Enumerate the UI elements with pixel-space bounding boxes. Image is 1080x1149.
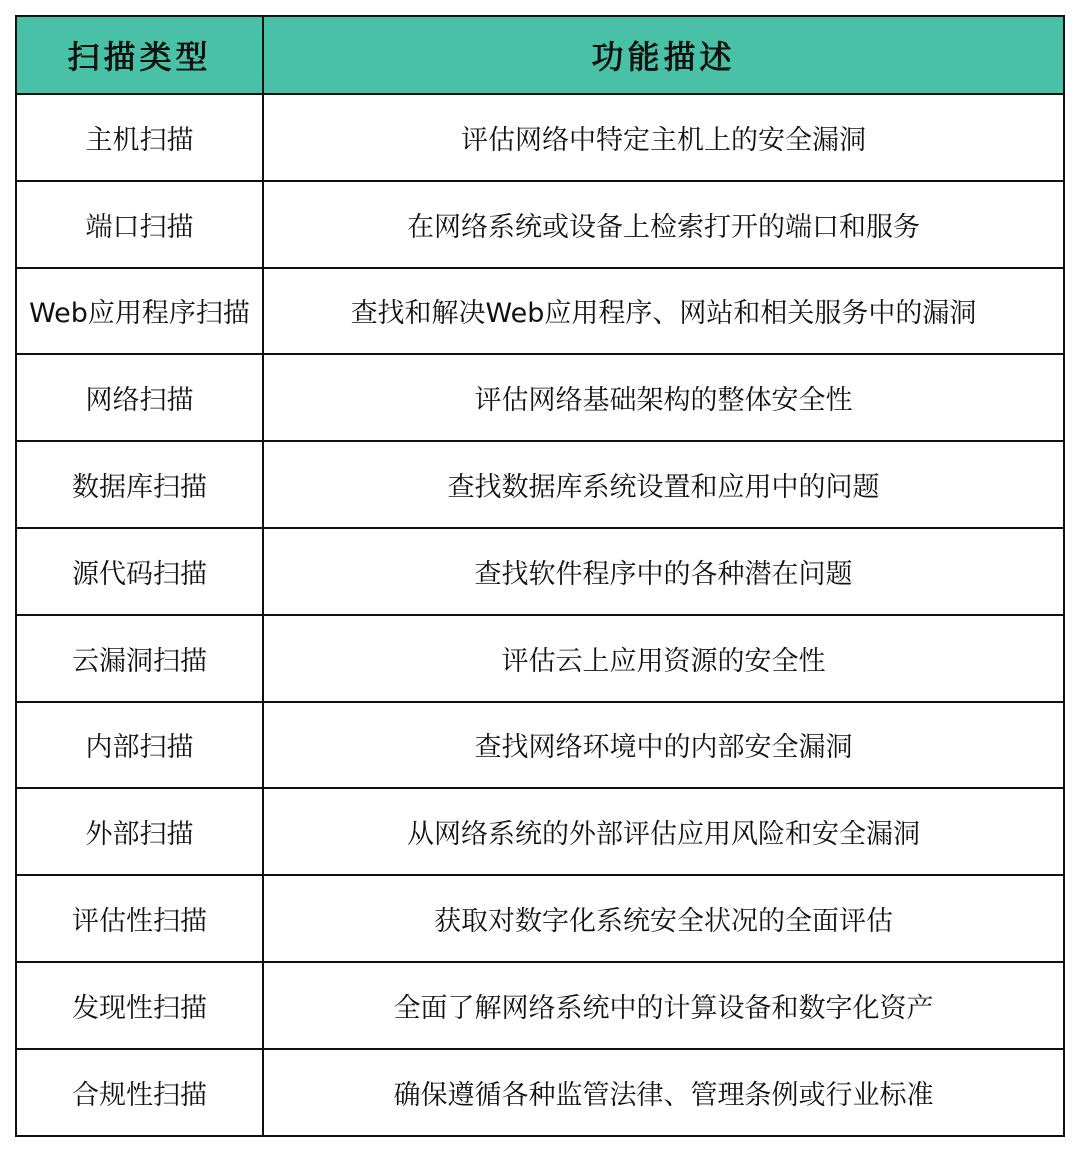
table-row	[16, 788, 1064, 875]
description-cell: 查找网络环境中的内部安全漏洞	[263, 702, 1064, 789]
description-cell: 从网络系统的外部评估应用风险和安全漏洞	[263, 788, 1064, 875]
scan-type-cell: 合规性扫描	[16, 1049, 263, 1136]
description-cell: 查找软件程序中的各种潜在问题	[263, 528, 1064, 615]
header-scan-type: 扫描类型	[16, 16, 263, 94]
description-cell: 全面了解网络系统中的计算设备和数字化资产	[263, 962, 1064, 1049]
table-row	[16, 702, 1064, 789]
scan-type-cell: 数据库扫描	[16, 441, 263, 528]
description-cell: 确保遵循各种监管法律、管理条例或行业标准	[263, 1049, 1064, 1136]
scan-type-cell: 主机扫描	[16, 94, 263, 181]
table-row	[16, 354, 1064, 441]
scan-type-cell: 端口扫描	[16, 181, 263, 268]
scan-type-cell: 网络扫描	[16, 354, 263, 441]
description-cell: 查找数据库系统设置和应用中的问题	[263, 441, 1064, 528]
scan-type-cell: 评估性扫描	[16, 875, 263, 962]
description-cell: 在网络系统或设备上检索打开的端口和服务	[263, 181, 1064, 268]
scan-type-cell: 发现性扫描	[16, 962, 263, 1049]
scan-type-cell: 外部扫描	[16, 788, 263, 875]
scan-type-cell: 内部扫描	[16, 702, 263, 789]
table-row	[16, 181, 1064, 268]
table-row	[16, 1049, 1064, 1136]
header-row	[16, 16, 1064, 94]
scan-type-cell: 云漏洞扫描	[16, 615, 263, 702]
table-row	[16, 875, 1064, 962]
description-cell: 评估网络中特定主机上的安全漏洞	[263, 94, 1064, 181]
description-cell: 查找和解决Web应用程序、网站和相关服务中的漏洞	[263, 268, 1064, 355]
table-row	[16, 268, 1064, 355]
table-row	[16, 615, 1064, 702]
table-row	[16, 94, 1064, 181]
scan-types-table	[15, 15, 1065, 1137]
description-cell: 评估网络基础架构的整体安全性	[263, 354, 1064, 441]
scan-type-cell: 源代码扫描	[16, 528, 263, 615]
table-row	[16, 962, 1064, 1049]
description-cell: 获取对数字化系统安全状况的全面评估	[263, 875, 1064, 962]
scan-type-cell: Web应用程序扫描	[16, 268, 263, 355]
table-row	[16, 441, 1064, 528]
description-cell: 评估云上应用资源的安全性	[263, 615, 1064, 702]
header-description: 功能描述	[263, 16, 1064, 94]
table-row	[16, 528, 1064, 615]
